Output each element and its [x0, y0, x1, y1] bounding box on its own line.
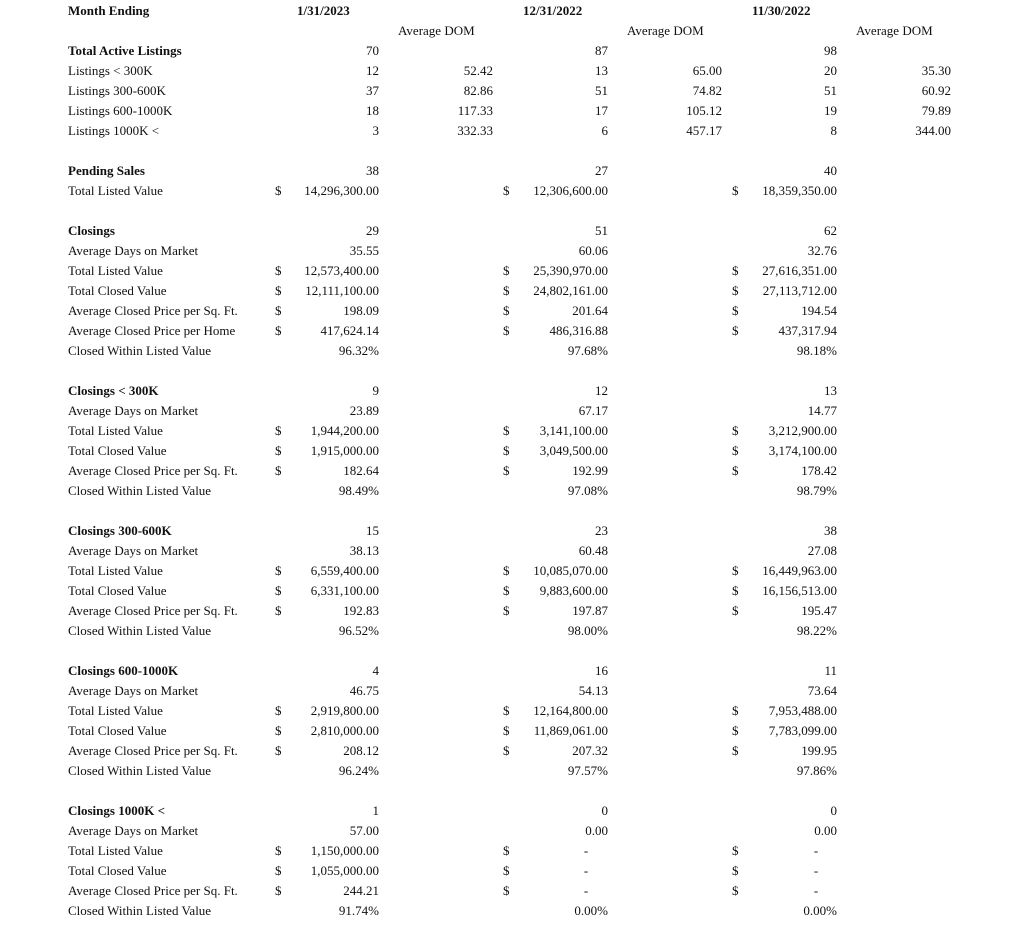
- row-label: Total Closed Value: [68, 863, 167, 878]
- currency-sign: $: [275, 323, 282, 338]
- row-label: Total Listed Value: [68, 263, 163, 278]
- section-count: 1: [372, 803, 379, 818]
- cell-value: 97.68%: [567, 343, 608, 358]
- avg-dom-value: 35.30: [921, 63, 951, 78]
- cell-value: 51: [824, 83, 837, 98]
- currency-sign: $: [732, 303, 739, 318]
- cell-value: 12: [366, 63, 379, 78]
- section-count: 29: [366, 223, 379, 238]
- cell-value: 19: [824, 103, 837, 118]
- avg-dom-value: 117.33: [457, 103, 493, 118]
- currency-sign: $: [732, 743, 739, 758]
- month-header-2: 12/31/2022: [523, 3, 583, 18]
- cell-value: 9,883,600.00: [539, 583, 608, 598]
- section-count: 11: [824, 663, 837, 678]
- cell-value: 57.00: [349, 823, 379, 838]
- currency-sign: $: [503, 283, 510, 298]
- cell-value: 14,296,300.00: [304, 183, 379, 198]
- avg-dom-header-3: Average DOM: [856, 23, 933, 38]
- currency-sign: $: [503, 743, 510, 758]
- section-count: 98: [824, 43, 837, 58]
- cell-value: 73.64: [807, 683, 837, 698]
- cell-value: 12,164,800.00: [533, 703, 608, 718]
- cell-value: 17: [595, 103, 608, 118]
- currency-sign: $: [732, 263, 739, 278]
- section-title: Total Active Listings: [68, 43, 182, 58]
- currency-sign: $: [503, 843, 510, 858]
- cell-value: 195.47: [801, 603, 837, 618]
- cell-value: 97.57%: [567, 763, 608, 778]
- cell-value: 51: [595, 83, 608, 98]
- cell-value: 38.13: [349, 543, 379, 558]
- cell-value: 24,802,161.00: [533, 283, 608, 298]
- avg-dom-header-1: Average DOM: [398, 23, 475, 38]
- currency-sign: $: [732, 323, 739, 338]
- currency-sign: $: [275, 563, 282, 578]
- currency-sign: $: [503, 183, 510, 198]
- cell-value: 3,141,100.00: [539, 423, 608, 438]
- row-label: Closed Within Listed Value: [68, 483, 212, 498]
- cell-value: 207.32: [572, 743, 608, 758]
- row-label: Average Days on Market: [68, 683, 199, 698]
- section-count: 12: [595, 383, 608, 398]
- section-title: Pending Sales: [68, 163, 145, 178]
- row-label: Total Closed Value: [68, 583, 167, 598]
- row-label: Closed Within Listed Value: [68, 623, 212, 638]
- cell-value: -: [813, 863, 819, 878]
- currency-sign: $: [503, 463, 510, 478]
- section-title: Closings 1000K <: [68, 803, 165, 818]
- section-title: Closings 600-1000K: [68, 663, 179, 678]
- avg-dom-value: 344.00: [915, 123, 951, 138]
- cell-value: 8: [830, 123, 837, 138]
- currency-sign: $: [732, 443, 739, 458]
- cell-value: 98.79%: [796, 483, 837, 498]
- cell-value: 0.00: [585, 823, 608, 838]
- cell-value: 32.76: [807, 243, 837, 258]
- section-count: 0: [830, 803, 837, 818]
- cell-value: 27,616,351.00: [762, 263, 837, 278]
- currency-sign: $: [275, 283, 282, 298]
- row-label: Total Listed Value: [68, 703, 163, 718]
- row-label: Average Closed Price per Sq. Ft.: [68, 883, 238, 898]
- cell-value: 20: [824, 63, 837, 78]
- row-label: Listings 600-1000K: [68, 103, 173, 118]
- cell-value: 194.54: [801, 303, 837, 318]
- cell-value: 97.86%: [796, 763, 837, 778]
- currency-sign: $: [503, 883, 510, 898]
- section-count: 4: [372, 663, 379, 678]
- section-count: 87: [595, 43, 608, 58]
- month-header-3: 11/30/2022: [752, 3, 811, 18]
- row-label: Average Days on Market: [68, 403, 199, 418]
- cell-value: 25,390,970.00: [533, 263, 608, 278]
- cell-value: 1,055,000.00: [310, 863, 379, 878]
- currency-sign: $: [503, 863, 510, 878]
- cell-value: 0.00%: [803, 903, 837, 918]
- cell-value: 178.42: [801, 463, 837, 478]
- row-label: Closed Within Listed Value: [68, 343, 212, 358]
- currency-sign: $: [732, 883, 739, 898]
- cell-value: 60.06: [578, 243, 608, 258]
- section-count: 0: [601, 803, 608, 818]
- cell-value: -: [583, 863, 589, 878]
- row-label: Total Closed Value: [68, 283, 167, 298]
- currency-sign: $: [275, 303, 282, 318]
- section-title: Closings 300-600K: [68, 523, 172, 538]
- avg-dom-value: 332.33: [457, 123, 493, 138]
- section-count: 62: [824, 223, 837, 238]
- row-label: Average Days on Market: [68, 243, 199, 258]
- cell-value: 18: [366, 103, 379, 118]
- row-label: Total Closed Value: [68, 723, 167, 738]
- currency-sign: $: [275, 743, 282, 758]
- section-count: 38: [366, 163, 379, 178]
- cell-value: 27.08: [807, 543, 837, 558]
- cell-value: 1,944,200.00: [310, 423, 379, 438]
- cell-value: 60.48: [578, 543, 608, 558]
- cell-value: -: [813, 843, 819, 858]
- row-label: Total Listed Value: [68, 423, 163, 438]
- cell-value: 98.49%: [338, 483, 379, 498]
- currency-sign: $: [275, 843, 282, 858]
- row-label: Closed Within Listed Value: [68, 903, 212, 918]
- currency-sign: $: [275, 603, 282, 618]
- cell-value: -: [813, 883, 819, 898]
- row-label: Listings 1000K <: [68, 123, 160, 138]
- section-title: Closings: [68, 223, 115, 238]
- cell-value: 3,174,100.00: [768, 443, 837, 458]
- avg-dom-value: 65.00: [692, 63, 722, 78]
- cell-value: 35.55: [349, 243, 379, 258]
- cell-value: 3: [372, 123, 379, 138]
- cell-value: 0.00: [814, 823, 837, 838]
- cell-value: -: [583, 843, 589, 858]
- cell-value: 46.75: [349, 683, 379, 698]
- row-label: Average Closed Price per Sq. Ft.: [68, 303, 238, 318]
- avg-dom-header-2: Average DOM: [627, 23, 704, 38]
- cell-value: 23.89: [349, 403, 379, 418]
- cell-value: 7,953,488.00: [768, 703, 837, 718]
- section-count: 13: [824, 383, 837, 398]
- avg-dom-value: 60.92: [921, 83, 951, 98]
- avg-dom-value: 457.17: [686, 123, 722, 138]
- cell-value: 0.00%: [574, 903, 608, 918]
- cell-value: 182.64: [343, 463, 379, 478]
- currency-sign: $: [275, 703, 282, 718]
- cell-value: 244.21: [343, 883, 379, 898]
- section-count: 70: [366, 43, 379, 58]
- currency-sign: $: [503, 423, 510, 438]
- row-label: Closed Within Listed Value: [68, 763, 212, 778]
- section-count: 15: [366, 523, 379, 538]
- cell-value: 7,783,099.00: [768, 723, 837, 738]
- cell-value: 96.52%: [338, 623, 379, 638]
- cell-value: -: [583, 883, 589, 898]
- cell-value: 192.99: [572, 463, 608, 478]
- currency-sign: $: [732, 723, 739, 738]
- currency-sign: $: [503, 323, 510, 338]
- row-label: Average Days on Market: [68, 543, 199, 558]
- cell-value: 12,306,600.00: [533, 183, 608, 198]
- currency-sign: $: [503, 703, 510, 718]
- section-count: 27: [595, 163, 608, 178]
- cell-value: 10,085,070.00: [533, 563, 608, 578]
- cell-value: 2,919,800.00: [310, 703, 379, 718]
- currency-sign: $: [275, 863, 282, 878]
- currency-sign: $: [732, 563, 739, 578]
- cell-value: 437,317.94: [778, 323, 837, 338]
- row-label: Listings 300-600K: [68, 83, 166, 98]
- cell-value: 208.12: [343, 743, 379, 758]
- cell-value: 14.77: [807, 403, 837, 418]
- cell-value: 201.64: [572, 303, 608, 318]
- cell-value: 1,150,000.00: [310, 843, 379, 858]
- row-label: Listings < 300K: [68, 63, 153, 78]
- cell-value: 96.24%: [338, 763, 379, 778]
- currency-sign: $: [275, 463, 282, 478]
- currency-sign: $: [732, 463, 739, 478]
- currency-sign: $: [275, 423, 282, 438]
- cell-value: 6,559,400.00: [310, 563, 379, 578]
- currency-sign: $: [732, 603, 739, 618]
- section-count: 40: [824, 163, 837, 178]
- cell-value: 199.95: [801, 743, 837, 758]
- currency-sign: $: [503, 303, 510, 318]
- month-header-1: 1/31/2023: [297, 3, 350, 18]
- currency-sign: $: [732, 843, 739, 858]
- avg-dom-value: 52.42: [463, 63, 493, 78]
- row-label: Total Listed Value: [68, 183, 163, 198]
- cell-value: 3,212,900.00: [768, 423, 837, 438]
- row-label: Total Closed Value: [68, 443, 167, 458]
- cell-value: 197.87: [572, 603, 608, 618]
- avg-dom-value: 74.82: [692, 83, 722, 98]
- currency-sign: $: [732, 423, 739, 438]
- cell-value: 98.18%: [796, 343, 837, 358]
- currency-sign: $: [503, 263, 510, 278]
- cell-value: 3,049,500.00: [539, 443, 608, 458]
- section-count: 9: [372, 383, 379, 398]
- cell-value: 1,915,000.00: [310, 443, 379, 458]
- currency-sign: $: [503, 603, 510, 618]
- currency-sign: $: [275, 883, 282, 898]
- currency-sign: $: [503, 723, 510, 738]
- currency-sign: $: [732, 283, 739, 298]
- row-label: Average Closed Price per Sq. Ft.: [68, 743, 238, 758]
- cell-value: 67.17: [578, 403, 608, 418]
- cell-value: 16,449,963.00: [762, 563, 837, 578]
- currency-sign: $: [503, 443, 510, 458]
- cell-value: 12,573,400.00: [304, 263, 379, 278]
- currency-sign: $: [732, 863, 739, 878]
- avg-dom-value: 105.12: [686, 103, 722, 118]
- row-label: Total Listed Value: [68, 563, 163, 578]
- cell-value: 16,156,513.00: [762, 583, 837, 598]
- month-ending-label: Month Ending: [68, 3, 150, 18]
- section-title: Closings < 300K: [68, 383, 159, 398]
- currency-sign: $: [732, 183, 739, 198]
- section-count: 51: [595, 223, 608, 238]
- cell-value: 192.83: [343, 603, 379, 618]
- row-label: Average Days on Market: [68, 823, 199, 838]
- avg-dom-value: 79.89: [921, 103, 951, 118]
- cell-value: 98.00%: [567, 623, 608, 638]
- row-label: Total Listed Value: [68, 843, 163, 858]
- section-count: 16: [595, 663, 608, 678]
- currency-sign: $: [503, 583, 510, 598]
- cell-value: 6,331,100.00: [310, 583, 379, 598]
- section-count: 38: [824, 523, 837, 538]
- row-label: Average Closed Price per Sq. Ft.: [68, 603, 238, 618]
- currency-sign: $: [732, 703, 739, 718]
- cell-value: 198.09: [343, 303, 379, 318]
- currency-sign: $: [275, 723, 282, 738]
- row-label: Average Closed Price per Home: [68, 323, 236, 338]
- cell-value: 6: [601, 123, 608, 138]
- cell-value: 13: [595, 63, 608, 78]
- cell-value: 91.74%: [338, 903, 379, 918]
- currency-sign: $: [503, 563, 510, 578]
- currency-sign: $: [275, 183, 282, 198]
- cell-value: 18,359,350.00: [762, 183, 837, 198]
- currency-sign: $: [732, 583, 739, 598]
- cell-value: 54.13: [578, 683, 608, 698]
- cell-value: 12,111,100.00: [305, 283, 379, 298]
- section-count: 23: [595, 523, 608, 538]
- currency-sign: $: [275, 443, 282, 458]
- cell-value: 417,624.14: [320, 323, 379, 338]
- cell-value: 27,113,712.00: [762, 283, 837, 298]
- cell-value: 96.32%: [338, 343, 379, 358]
- cell-value: 98.22%: [796, 623, 837, 638]
- cell-value: 486,316.88: [549, 323, 608, 338]
- cell-value: 11,869,061.00: [533, 723, 608, 738]
- currency-sign: $: [275, 263, 282, 278]
- cell-value: 97.08%: [567, 483, 608, 498]
- row-label: Average Closed Price per Sq. Ft.: [68, 463, 238, 478]
- cell-value: 2,810,000.00: [310, 723, 379, 738]
- cell-value: 37: [366, 83, 379, 98]
- avg-dom-value: 82.86: [463, 83, 493, 98]
- currency-sign: $: [275, 583, 282, 598]
